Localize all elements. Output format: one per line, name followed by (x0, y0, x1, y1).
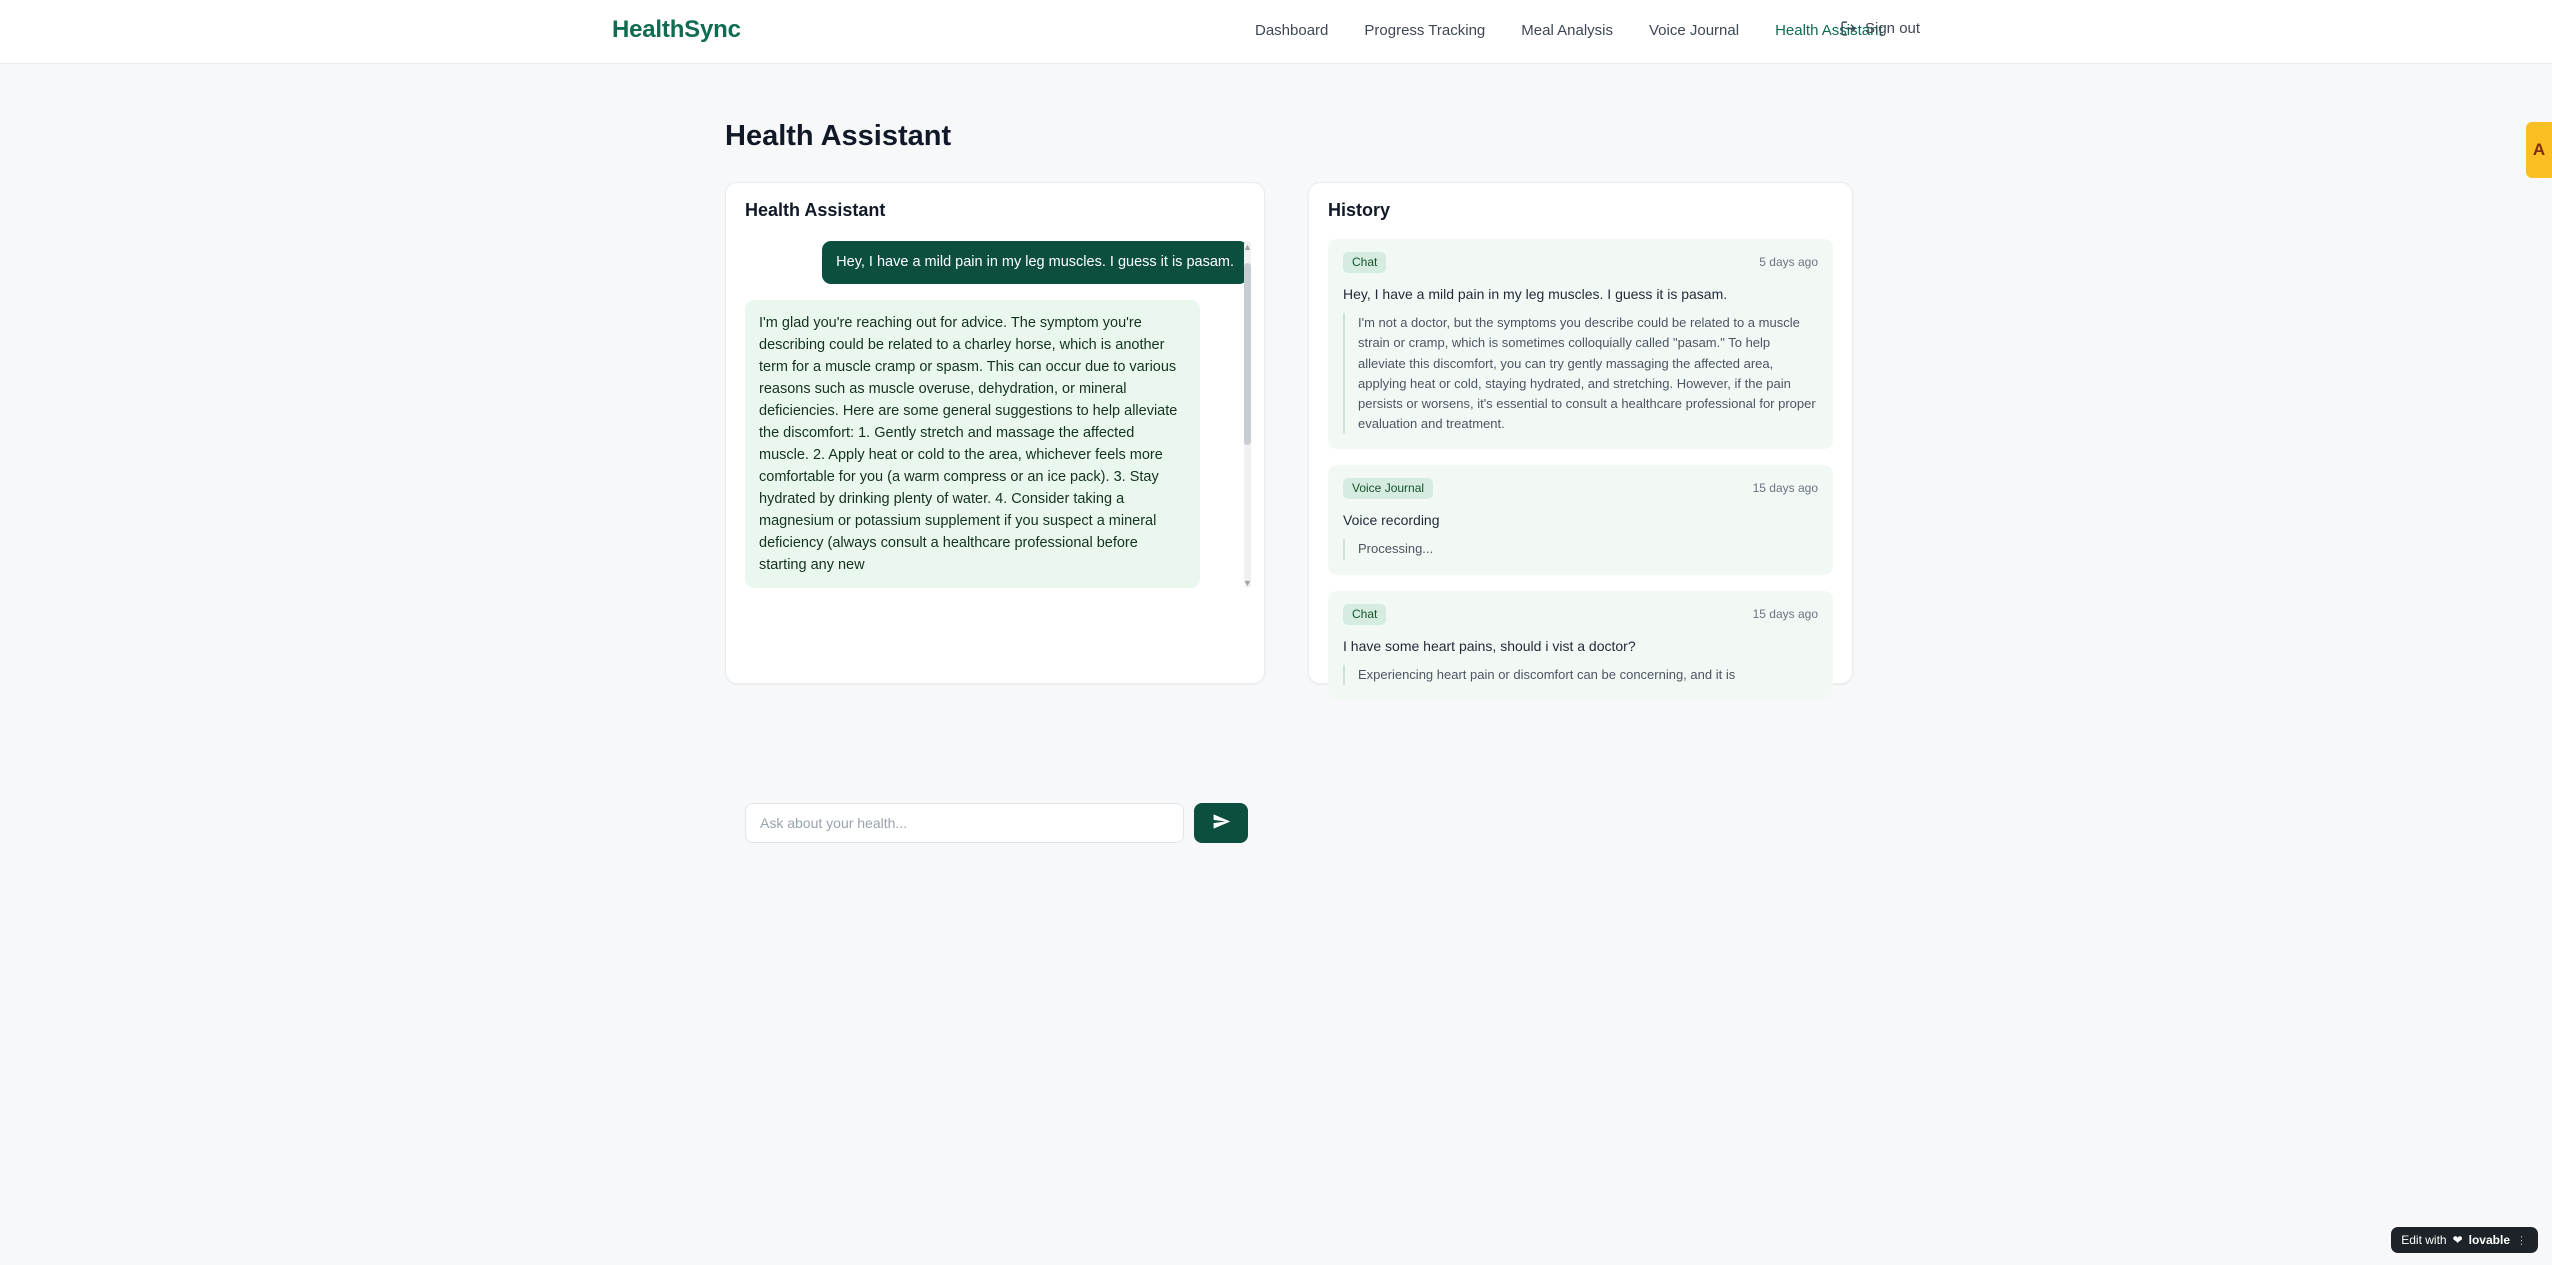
nav-item-voice-journal[interactable]: Voice Journal (1649, 22, 1740, 39)
brand-logo[interactable]: HealthSync (612, 16, 741, 43)
more-options-icon[interactable]: ⋮ (2516, 1234, 2528, 1247)
history-list (1328, 239, 1833, 682)
history-prompt: Hey, I have a mild pain in my leg muscles. I guess it is pasam. (1343, 286, 1728, 302)
history-timestamp: 15 days ago (1752, 481, 1818, 496)
primary-nav (1255, 22, 1883, 39)
page-title: Health Assistant (725, 120, 952, 152)
chat-input-row (745, 803, 1248, 843)
list-item[interactable] (1328, 239, 1833, 449)
lovable-name-label: lovable (2468, 1233, 2510, 1247)
history-timestamp: 15 days ago (1752, 606, 1818, 621)
list-item[interactable] (1328, 591, 1833, 700)
chat-scrollbar-thumb[interactable] (1244, 263, 1251, 445)
send-icon (1212, 812, 1231, 834)
edge-accessibility-badge[interactable] (2526, 122, 2552, 178)
history-card (1308, 182, 1853, 684)
chat-message-user: Hey, I have a mild pain in my leg muscles. I guess it is pasam. (822, 241, 1248, 284)
lovable-prefix-label: Edit with (2401, 1233, 2447, 1247)
edit-with-lovable-badge[interactable] (2391, 1227, 2538, 1253)
history-response: Experiencing heart pain or discomfort can be concerning, and it is (1343, 665, 1818, 685)
send-button[interactable] (1194, 803, 1248, 843)
status-badge: Chat (1343, 604, 1386, 625)
history-prompt: I have some heart pains, should i vist a doctor? (1343, 637, 1636, 654)
chat-scrollbar[interactable] (1244, 241, 1251, 588)
nav-item-meal-analysis[interactable]: Meal Analysis (1521, 22, 1613, 39)
nav-item-health-assistant[interactable]: Health Assistant (1775, 22, 1883, 39)
status-badge: Chat (1343, 252, 1386, 273)
sign-out-button[interactable] (1840, 20, 1920, 37)
history-response: Processing... (1343, 539, 1818, 559)
health-assistant-card (725, 182, 1265, 684)
heart-icon: ❤ (2452, 1233, 2463, 1247)
history-timestamp: 5 days ago (1759, 255, 1818, 269)
scroll-up-arrow-icon[interactable]: ▲ (1243, 242, 1252, 252)
edge-badge-label: A (2532, 140, 2546, 159)
history-prompt: Voice recording (1343, 512, 1440, 529)
chat-input[interactable] (745, 803, 1184, 843)
chat-message-list (745, 241, 1248, 588)
chat-message-assistant: I'm glad you're reaching out for advice. The symptom you're describing could be related to a charley horse, which is another term for a muscle cramp or spasm. This can occur due to various reasons such as muscle overuse, dehydration, or mineral deficiencies. Here are some general suggestions to help alleviate the discomfort: 1. Gently stretch and massage the affected muscle. 2. Apply heat or cold to the area, whichever feels more comfortable for you (a warm compress or an ice pack). 3. Stay hydrated by drinking plenty of water. 4. Consider taking a magnesium or potassium supplement if you suspect a mineral deficiency (always consult a healthcare professional before starting any new (745, 300, 1200, 588)
list-item[interactable] (1328, 465, 1833, 574)
sign-out-icon (1840, 20, 1857, 37)
history-response: I'm not a doctor, but the symptoms you describe could be related to a muscle strain or cramp, which is sometimes colloquially called "pasam." To help alleviate this discomfort, you can try gently massaging the affected area, applying heat or cold, staying hydrated, and stretching. However, if the pain persists or worsens, it's essential to consult a healthcare professional for proper evaluation and treatment. (1343, 313, 1818, 434)
top-navigation-bar (0, 0, 2552, 64)
status-badge: Voice Journal (1343, 478, 1433, 499)
nav-item-dashboard[interactable]: Dashboard (1255, 22, 1329, 39)
sign-out-label: Sign out (1865, 20, 1921, 37)
assistant-card-title: Health Assistant (745, 200, 886, 220)
nav-item-progress-tracking[interactable]: Progress Tracking (1364, 22, 1486, 39)
history-card-title: History (1328, 200, 1391, 220)
scroll-down-arrow-icon[interactable]: ▼ (1243, 578, 1252, 588)
